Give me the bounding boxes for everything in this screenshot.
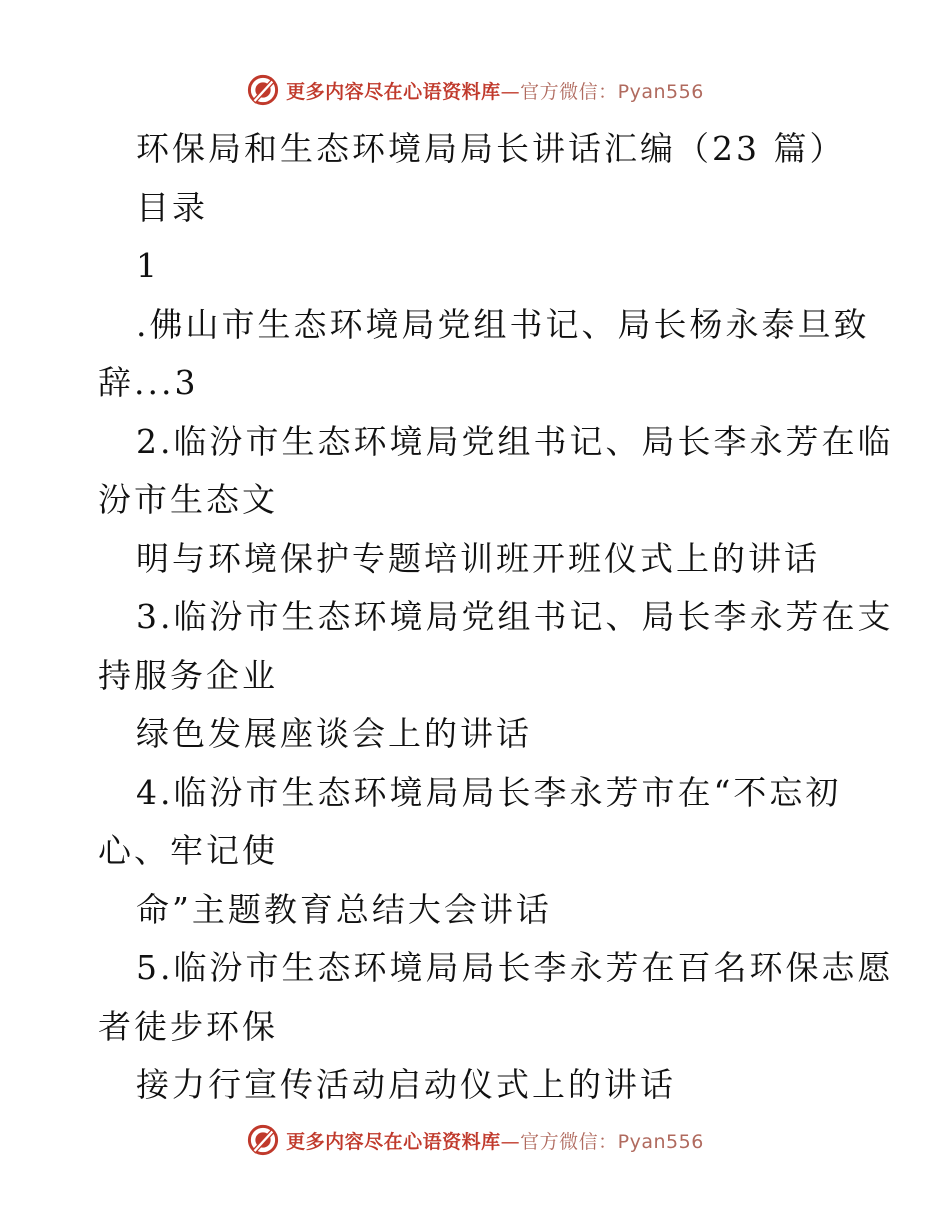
toc-line: 2.临汾市生态环境局党组书记、局长李永芳在临 <box>136 421 894 461</box>
watermark-main-text: 更多内容尽在心语资料库 <box>286 1130 501 1153</box>
toc-heading: 目录 <box>136 187 208 227</box>
watermark-sub-text: 官方微信：Pyan556 <box>520 80 704 103</box>
toc-line: 汾市生态文 <box>98 480 278 519</box>
watermark-text <box>286 1127 704 1154</box>
watermark-header <box>0 70 950 110</box>
document-title: 环保局和生态环境局局长讲话汇编（23 篇） <box>136 129 846 168</box>
toc-line: 辞...3 <box>98 363 199 402</box>
watermark-dash: — <box>500 80 521 103</box>
document-body <box>98 120 894 1115</box>
pen-circle-logo-icon <box>246 1123 280 1157</box>
toc-line: 5.临汾市生态环境局局长李永芳在百名环保志愿 <box>136 948 894 987</box>
toc-line: 3.临汾市生态环境局党组书记、局长李永芳在支 <box>136 597 894 636</box>
watermark-footer <box>0 1120 950 1160</box>
toc-line: 接力行宣传活动启动仪式上的讲话 <box>136 1065 676 1104</box>
watermark-main-text: 更多内容尽在心语资料库 <box>286 80 501 103</box>
toc-line: 命”主题教育总结大会讲话 <box>136 889 552 929</box>
toc-line: 心、牢记使 <box>98 831 278 870</box>
toc-line: .佛山市生态环境局党组书记、局长杨永泰旦致 <box>136 304 870 344</box>
watermark-sub-text: 官方微信：Pyan556 <box>520 1130 704 1153</box>
toc-line: 绿色发展座谈会上的讲话 <box>136 714 532 753</box>
watermark-text <box>286 77 704 104</box>
toc-line: 明与环境保护专题培训班开班仪式上的讲话 <box>136 538 820 578</box>
pen-circle-logo-icon <box>246 73 280 107</box>
toc-line: 4.临汾市生态环境局局长李永芳市在“不忘初 <box>136 772 842 812</box>
toc-line: 1 <box>136 246 160 285</box>
toc-line: 者徒步环保 <box>98 1006 278 1046</box>
toc-line: 持服务企业 <box>98 655 278 695</box>
watermark-dash: — <box>500 1130 521 1153</box>
